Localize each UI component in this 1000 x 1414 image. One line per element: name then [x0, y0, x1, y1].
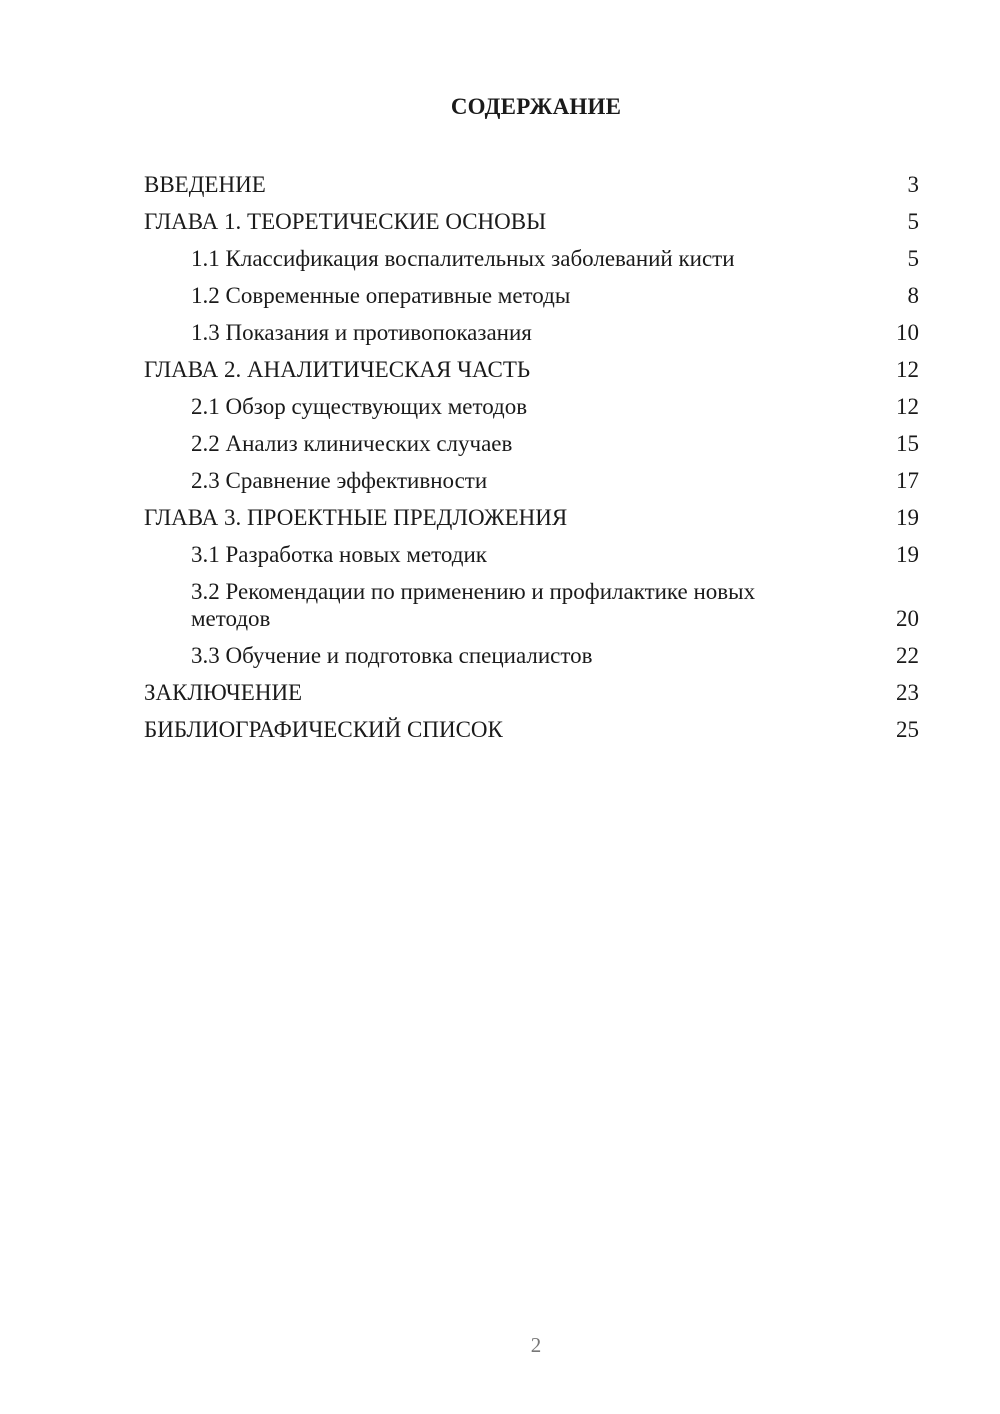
toc-entry-page: 5: [907, 246, 919, 271]
toc-entry-section-1-3: [144, 314, 919, 351]
toc-entry-page: 19: [896, 505, 919, 530]
toc-entry-label: 1.3 Показания и противопоказания: [191, 320, 532, 345]
toc-entry-page: 8: [907, 283, 919, 308]
toc-entry-chapter-3: [144, 499, 919, 536]
toc-entry-section-3-2: [144, 573, 919, 637]
toc-entry-section-3-3: [144, 637, 919, 674]
toc-entry-label: 1.2 Современные оперативные методы: [191, 283, 571, 308]
toc-title: СОДЕРЖАНИЕ: [450, 94, 622, 119]
page-number: 2: [530, 1333, 542, 1357]
toc-entry-page: 3: [907, 172, 919, 197]
toc-entry-label: ЗАКЛЮЧЕНИЕ: [144, 680, 303, 705]
toc-entry-label: ГЛАВА 3. ПРОЕКТНЫЕ ПРЕДЛОЖЕНИЯ: [144, 505, 568, 530]
toc-entry-page: 12: [896, 394, 919, 419]
toc-entry-label: 2.2 Анализ клинических случаев: [191, 431, 513, 456]
toc-entry-page: 12: [896, 357, 919, 382]
toc-entry-conclusion: [144, 674, 919, 711]
toc-entry-label: ГЛАВА 2. АНАЛИТИЧЕСКАЯ ЧАСТЬ: [144, 357, 531, 382]
toc-entry-section-2-1: [144, 388, 919, 425]
toc-entry-page: 10: [896, 320, 919, 345]
toc-entry-section-1-2: [144, 277, 919, 314]
toc-entry-page: 22: [896, 643, 919, 668]
toc-entry-chapter-1: [144, 203, 919, 240]
toc-entry-chapter-2: [144, 351, 919, 388]
toc-entry-introduction: [144, 166, 919, 203]
toc-entry-label: 2.3 Сравнение эффективности: [191, 468, 488, 493]
toc-entry-label: 3.1 Разработка новых методик: [191, 542, 487, 567]
toc-entry-page: 19: [896, 542, 919, 567]
toc-entry-page: 5: [907, 209, 919, 234]
toc-entry-label: БИБЛИОГРАФИЧЕСКИЙ СПИСОК: [144, 717, 503, 742]
toc-entry-page: 20: [896, 606, 919, 631]
toc-entry-page: 23: [896, 680, 919, 705]
toc-entry-section-2-2: [144, 425, 919, 462]
toc-entry-label: ГЛАВА 1. ТЕОРЕТИЧЕСКИЕ ОСНОВЫ: [144, 209, 547, 234]
toc-entry-label: 3.3 Обучение и подготовка специалистов: [191, 643, 593, 668]
toc-entry-label: 3.2 Рекомендации по применению и профилактике новых методов: [191, 579, 756, 631]
toc-entry-label: 2.1 Обзор существующих методов: [191, 394, 528, 419]
toc-entry-section-2-3: [144, 462, 919, 499]
toc-entry-label: ВВЕДЕНИЕ: [144, 172, 266, 197]
toc-entry-label: 1.1 Классификация воспалительных заболеваний кисти: [191, 246, 735, 271]
toc-entry-page: 17: [896, 468, 919, 493]
table-of-contents: [144, 166, 919, 748]
toc-entry-page: 25: [896, 717, 919, 742]
toc-entry-section-3-1: [144, 536, 919, 573]
toc-entry-bibliography: [144, 711, 919, 748]
toc-entry-page: 15: [896, 431, 919, 456]
toc-entry-section-1-1: [144, 240, 919, 277]
